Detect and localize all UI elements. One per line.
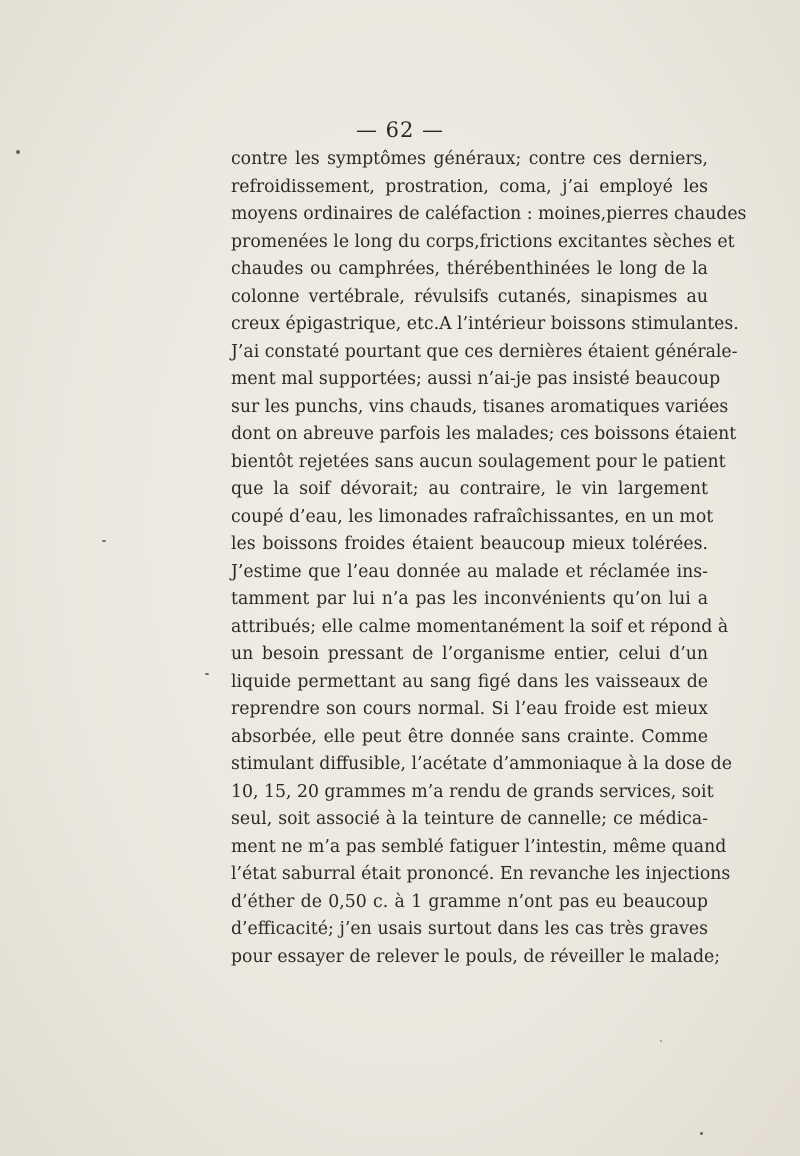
text-line: J’estime que l’eau donnée au malade et réclamée ins-	[231, 561, 708, 582]
page-number: — 62 —	[355, 118, 445, 142]
text-line: ment ne m’a pas semblé fatiguer l’intestin, même quand	[231, 836, 727, 857]
text-line: les boissons froides étaient beaucoup mieux tolérées.	[231, 534, 708, 554]
text-line: promenées le long du corps,frictions excitantes sèches et	[231, 231, 735, 252]
text-line: d’efficacité; j’en usais surtout dans les cas très graves	[231, 919, 708, 939]
text-line: moyens ordinaires de caléfaction : moines,pierres chaudes	[231, 204, 747, 224]
text-line: reprendre son cours normal. Si l’eau froide est mieux	[231, 699, 708, 719]
text-line: coupé d’eau, les limonades rafraîchissantes, en un mot	[231, 506, 714, 527]
text-line: stimulant diffusible, l’acétate d’ammoniaque à la dose de	[231, 754, 732, 774]
text-line: seul, soit associé à la teinture de cannelle; ce médica-	[231, 809, 708, 829]
text-line: refroidissement, prostration, coma, j’ai employé les	[231, 176, 708, 197]
text-line: un besoin pressant de l’organisme entier, celui d’un	[231, 644, 708, 664]
paper-speck	[16, 150, 20, 154]
text-line: tamment par lui n’a pas les inconvénients qu’on lui a	[231, 589, 708, 609]
text-line: contre les symptômes généraux; contre ces derniers,	[231, 149, 708, 169]
text-line: absorbée, elle peut être donnée sans crainte. Comme	[231, 726, 708, 747]
text-line: d’éther de 0,50 c. à 1 gramme n’ont pas eu beaucoup	[231, 891, 708, 912]
paper-speck	[205, 673, 209, 675]
text-line: liquide permettant au sang figé dans les vaisseaux de	[231, 671, 708, 692]
text-line: ment mal supportées; aussi n’ai-je pas insisté beaucoup	[231, 369, 721, 389]
text-line: bientôt rejetées sans aucun soulagement pour le patient	[231, 451, 726, 472]
paper-speck	[102, 540, 106, 542]
text-line: 10, 15, 20 grammes m’a rendu de grands services, soit	[231, 781, 714, 802]
paper-speck	[700, 1132, 703, 1135]
body-text	[231, 146, 747, 971]
text-line: attribués; elle calme momentanément la soif et répond à	[231, 616, 729, 637]
text-line: que la soif dévorait; au contraire, le vin largement	[231, 479, 708, 499]
paper-speck	[660, 1040, 662, 1042]
text-line: pour essayer de relever le pouls, de réveiller le malade;	[231, 946, 721, 967]
text-line: J’ai constaté pourtant que ces dernières étaient générale-	[231, 341, 738, 362]
text-line: creux épigastrique, etc.A l’intérieur boissons stimulantes.	[231, 314, 739, 334]
text-line: chaudes ou camphrées, thérébenthinées le long de la	[231, 259, 708, 279]
text-line: colonne vertébrale, révulsifs cutanés, sinapismes au	[231, 286, 708, 307]
text-line: sur les punchs, vins chauds, tisanes aromatiques variées	[231, 396, 729, 417]
text-line: dont on abreuve parfois les malades; ces boissons étaient	[231, 424, 737, 444]
text-line: l’état saburral était prononcé. En revanche les injections	[231, 864, 731, 884]
